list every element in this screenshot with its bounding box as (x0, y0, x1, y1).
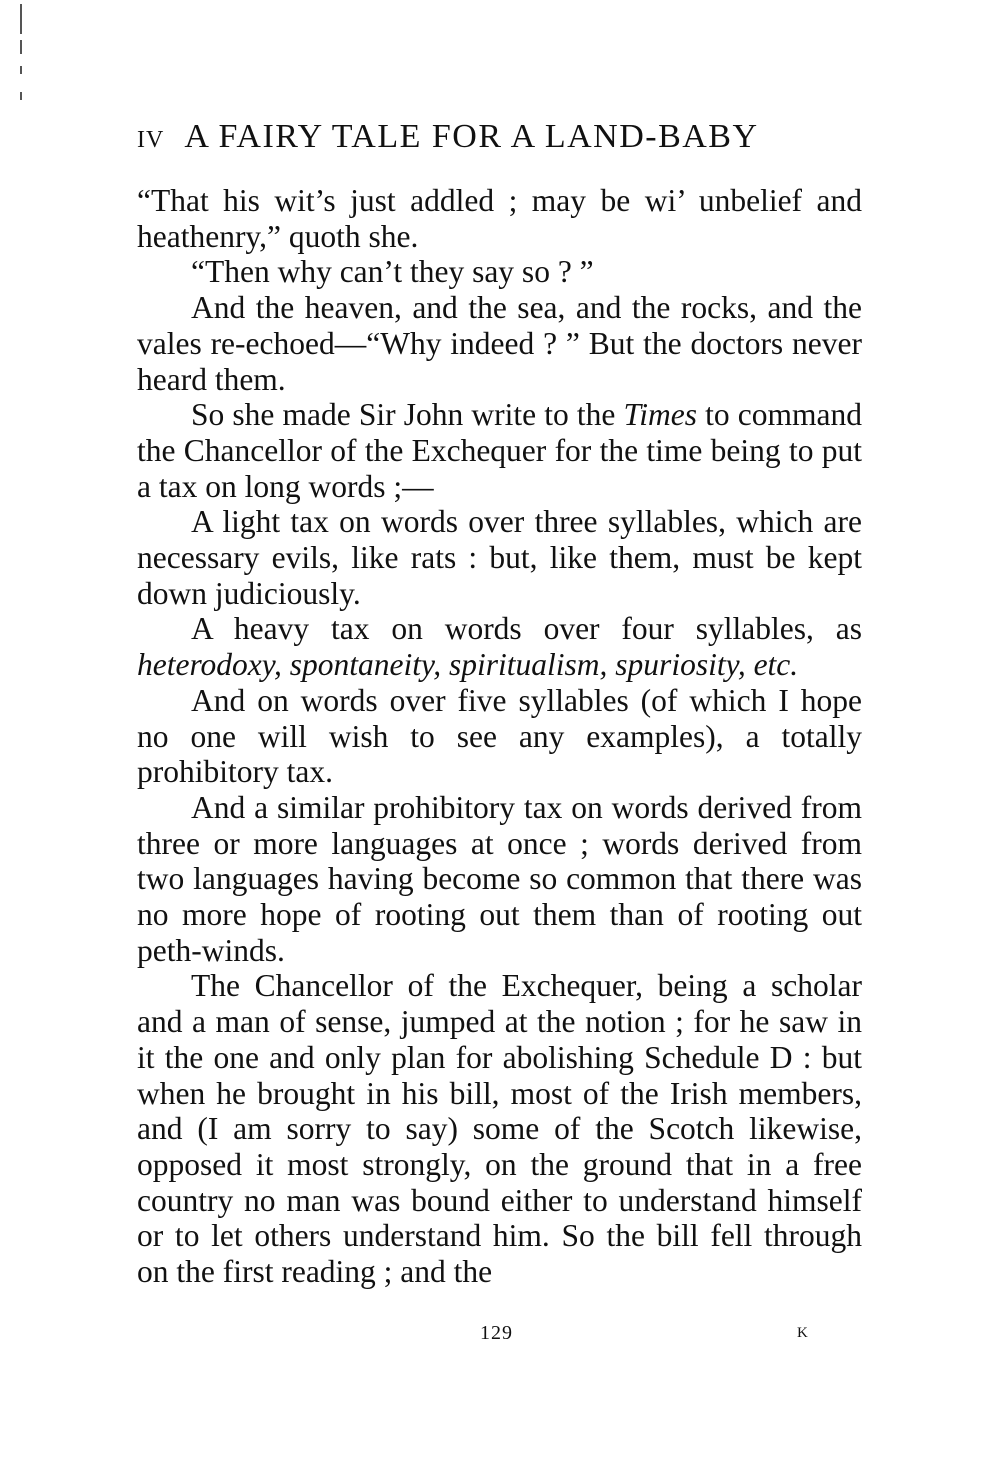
italic-text: Times (623, 397, 698, 433)
italic-text: heterodoxy, spontaneity, spiritualism, spuriosity, etc. (137, 647, 799, 683)
paragraph (137, 290, 862, 397)
paragraph (137, 611, 862, 682)
paragraph-text: A light tax on words over three syllables, which are necessary evils, like rats : but, like them, must be kept down judiciously. (137, 504, 862, 611)
scan-edge-mark (20, 92, 22, 100)
paragraph-text: “That his wit’s just addled ; may be wi’ unbelief and heathenry,” quoth she. (137, 183, 862, 254)
paragraph-text: So she made Sir John write to the (191, 397, 624, 433)
paragraph-text: The Chancellor of the Exchequer, being a scholar and a man of sense, jumped at the notion ; for he saw in it the one and only plan for abolishing Schedule D : but when he brought in his bill, most of the Irish members, and (I am sorry to say) some of the Scotch likewise, opposed it most strongly, on the ground that in a free country no man was bound either to understand himself or to let others understand him. So the bill fell through on the first reading ; and the (137, 968, 862, 1290)
paragraph (137, 683, 862, 790)
paragraph-text: to command the Chancellor of the Exchequer for the time being to put a tax on long words ;— (137, 397, 863, 504)
chapter-number: IV (137, 127, 165, 153)
paragraph (137, 504, 862, 611)
paragraph-text: And a similar prohibitory tax on words derived from three or more languages at once ; words derived from two languages having become so common that there was no more hope of rooting out them than of rooting out peth-winds. (137, 789, 862, 968)
paragraph-text: A heavy tax on words over four syllables, as (191, 611, 862, 647)
paragraph (137, 183, 862, 254)
paragraph (137, 968, 862, 1289)
paragraph-text: And on words over five syllables (of which I hope no one will wish to see any examples), a totally prohibitory tax. (137, 682, 862, 790)
page-number: 129 (480, 1322, 513, 1344)
page-footer (0, 1322, 1000, 1352)
scan-edge-mark (20, 4, 22, 34)
paragraph (137, 790, 862, 969)
paragraph-text: And the heaven, and the sea, and the rocks, and the vales re-echoed—“Why indeed ? ” But the doctors never heard them. (137, 290, 862, 397)
paragraph-text: “Then why can’t they say so ? ” (191, 254, 594, 290)
running-title: A FAIRY TALE FOR A LAND-BABY (184, 118, 759, 155)
paragraph (137, 397, 862, 504)
scan-edge-mark (20, 40, 22, 54)
running-header (137, 118, 862, 168)
body-text (137, 183, 862, 1290)
signature-mark: K (797, 1325, 808, 1341)
scan-edge-mark (20, 66, 22, 74)
paragraph (137, 254, 862, 290)
